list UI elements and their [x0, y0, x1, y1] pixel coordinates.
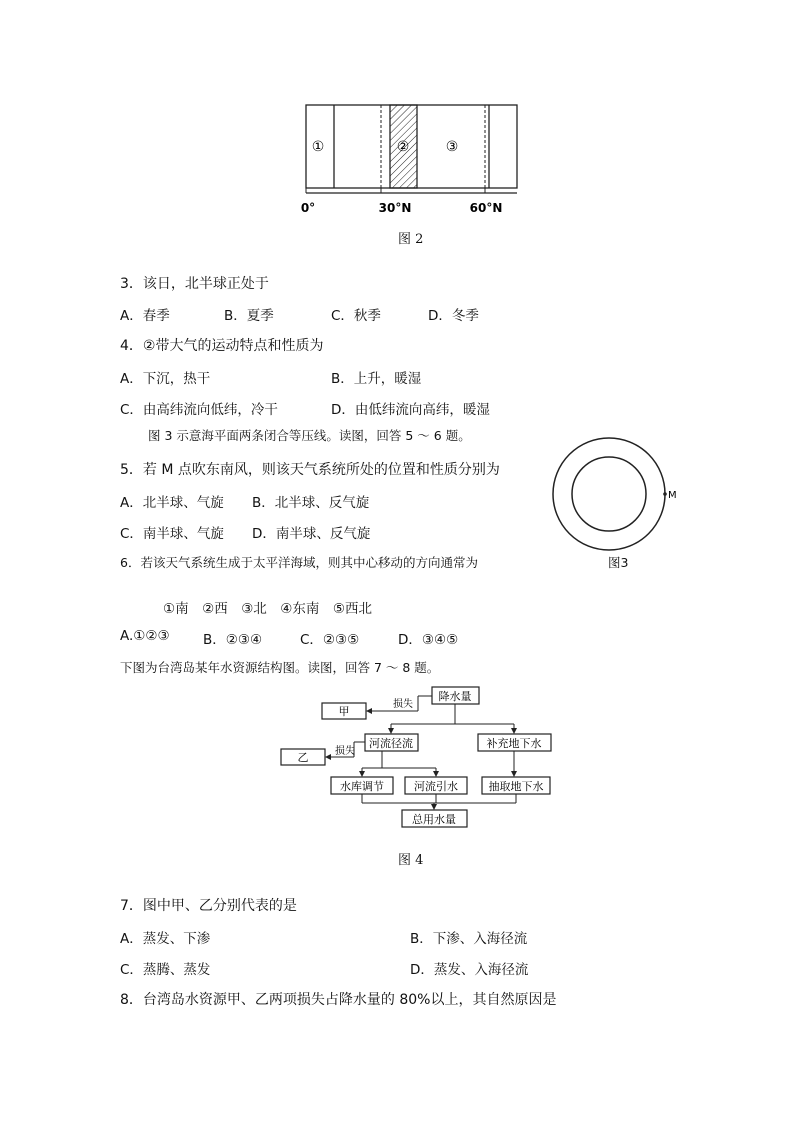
- q7-stem: 7．图中甲、乙分别代表的是: [120, 898, 297, 914]
- q7-option-a: A．蒸发、下渗: [120, 931, 211, 947]
- q4-option-b: B．上升，暖湿: [331, 371, 422, 387]
- q7-option-c: C．蒸腾、蒸发: [120, 962, 211, 978]
- fig2-zone-1: ①: [311, 139, 325, 155]
- q6-option-c: C．②③⑤: [300, 632, 360, 648]
- q7-option-b: B．下渗、入海径流: [410, 931, 528, 947]
- fig2-caption: 图 2: [398, 232, 424, 247]
- figure-4: [270, 680, 570, 835]
- fig4-label-river-runoff: 河流径流: [369, 737, 413, 750]
- q3-option-c: C．秋季: [331, 308, 381, 324]
- q5-option-b: B．北半球、反气旋: [252, 495, 370, 511]
- fig3-caption: 图3: [608, 555, 629, 570]
- fig3-point-m: [663, 492, 667, 496]
- fig3-outer-isobar: [553, 438, 665, 550]
- figure-3: [550, 435, 690, 560]
- fig4-label-jia: 甲: [338, 705, 350, 718]
- fig4-label-loss-1: 损失: [393, 699, 413, 710]
- q5-stem: 5．若 M 点吹东南风，则该天气系统所处的位置和性质分别为: [120, 462, 500, 478]
- q6-choices: ①南 ②西 ③北 ④东南 ⑤西北: [163, 601, 373, 617]
- q3-stem: 3．该日，北半球正处于: [120, 276, 269, 292]
- fig4-label-recharge-gw: 补充地下水: [486, 737, 542, 750]
- fig2-zone-3: ③: [445, 139, 459, 155]
- fig4-label-river-diversion: 河流引水: [414, 780, 458, 793]
- fig4-label-loss-2: 损失: [335, 746, 355, 757]
- q6-stem: 6．若该天气系统生成于太平洋海域，则其中心移动的方向通常为: [120, 555, 478, 570]
- q3-option-a: A．春季: [120, 308, 170, 324]
- fig4-label-pump-gw: 抽取地下水: [488, 780, 544, 793]
- fig2-axis-label-30: 30°N: [378, 201, 412, 215]
- fig2-zone-2: ②: [396, 139, 410, 155]
- q3-option-b: B．夏季: [224, 308, 274, 324]
- q8-stem: 8．台湾岛水资源甲、乙两项损失占降水量的 80%以上，其自然原因是: [120, 992, 557, 1008]
- fig4-label-yi: 乙: [297, 751, 309, 764]
- q4-option-c: C．由高纬流向低纬，冷干: [120, 402, 278, 418]
- q4-stem: 4．②带大气的运动特点和性质为: [120, 338, 324, 354]
- q5-option-c: C．南半球、气旋: [120, 526, 224, 542]
- fig4-label-total: 总用水量: [412, 813, 456, 826]
- q4-option-a: A．下沉，热干: [120, 371, 211, 387]
- fig3-inner-isobar: [572, 457, 646, 531]
- q3-option-d: D．冬季: [428, 308, 479, 324]
- q7-option-d: D．蒸发、入海径流: [410, 962, 529, 978]
- q5-option-d: D．南半球、反气旋: [252, 526, 371, 542]
- intro-7-8: 下图为台湾岛某年水资源结构图。读图，回答 7 ～ 8 题。: [120, 660, 440, 675]
- q6-option-b: B．②③④: [203, 632, 263, 648]
- q4-option-d: D．由低纬流向高纬，暖湿: [331, 402, 490, 418]
- q5-option-a: A．北半球、气旋: [120, 495, 224, 511]
- intro-5-6: 图 3 示意海平面两条闭合等压线。读图，回答 5 ～ 6 题。: [148, 428, 471, 443]
- q6-option-a: A.①②③: [120, 628, 170, 644]
- figure-2: [296, 100, 526, 220]
- q6-option-d: D．③④⑤: [398, 632, 459, 648]
- fig4-label-precip: 降水量: [438, 690, 472, 703]
- fig3-point-label: M: [668, 490, 677, 501]
- fig4-label-reservoir: 水库调节: [340, 780, 384, 793]
- fig4-caption: 图 4: [398, 853, 424, 868]
- fig2-axis-label-60: 60°N: [469, 201, 503, 215]
- fig2-axis-label-0: 0°: [300, 201, 316, 215]
